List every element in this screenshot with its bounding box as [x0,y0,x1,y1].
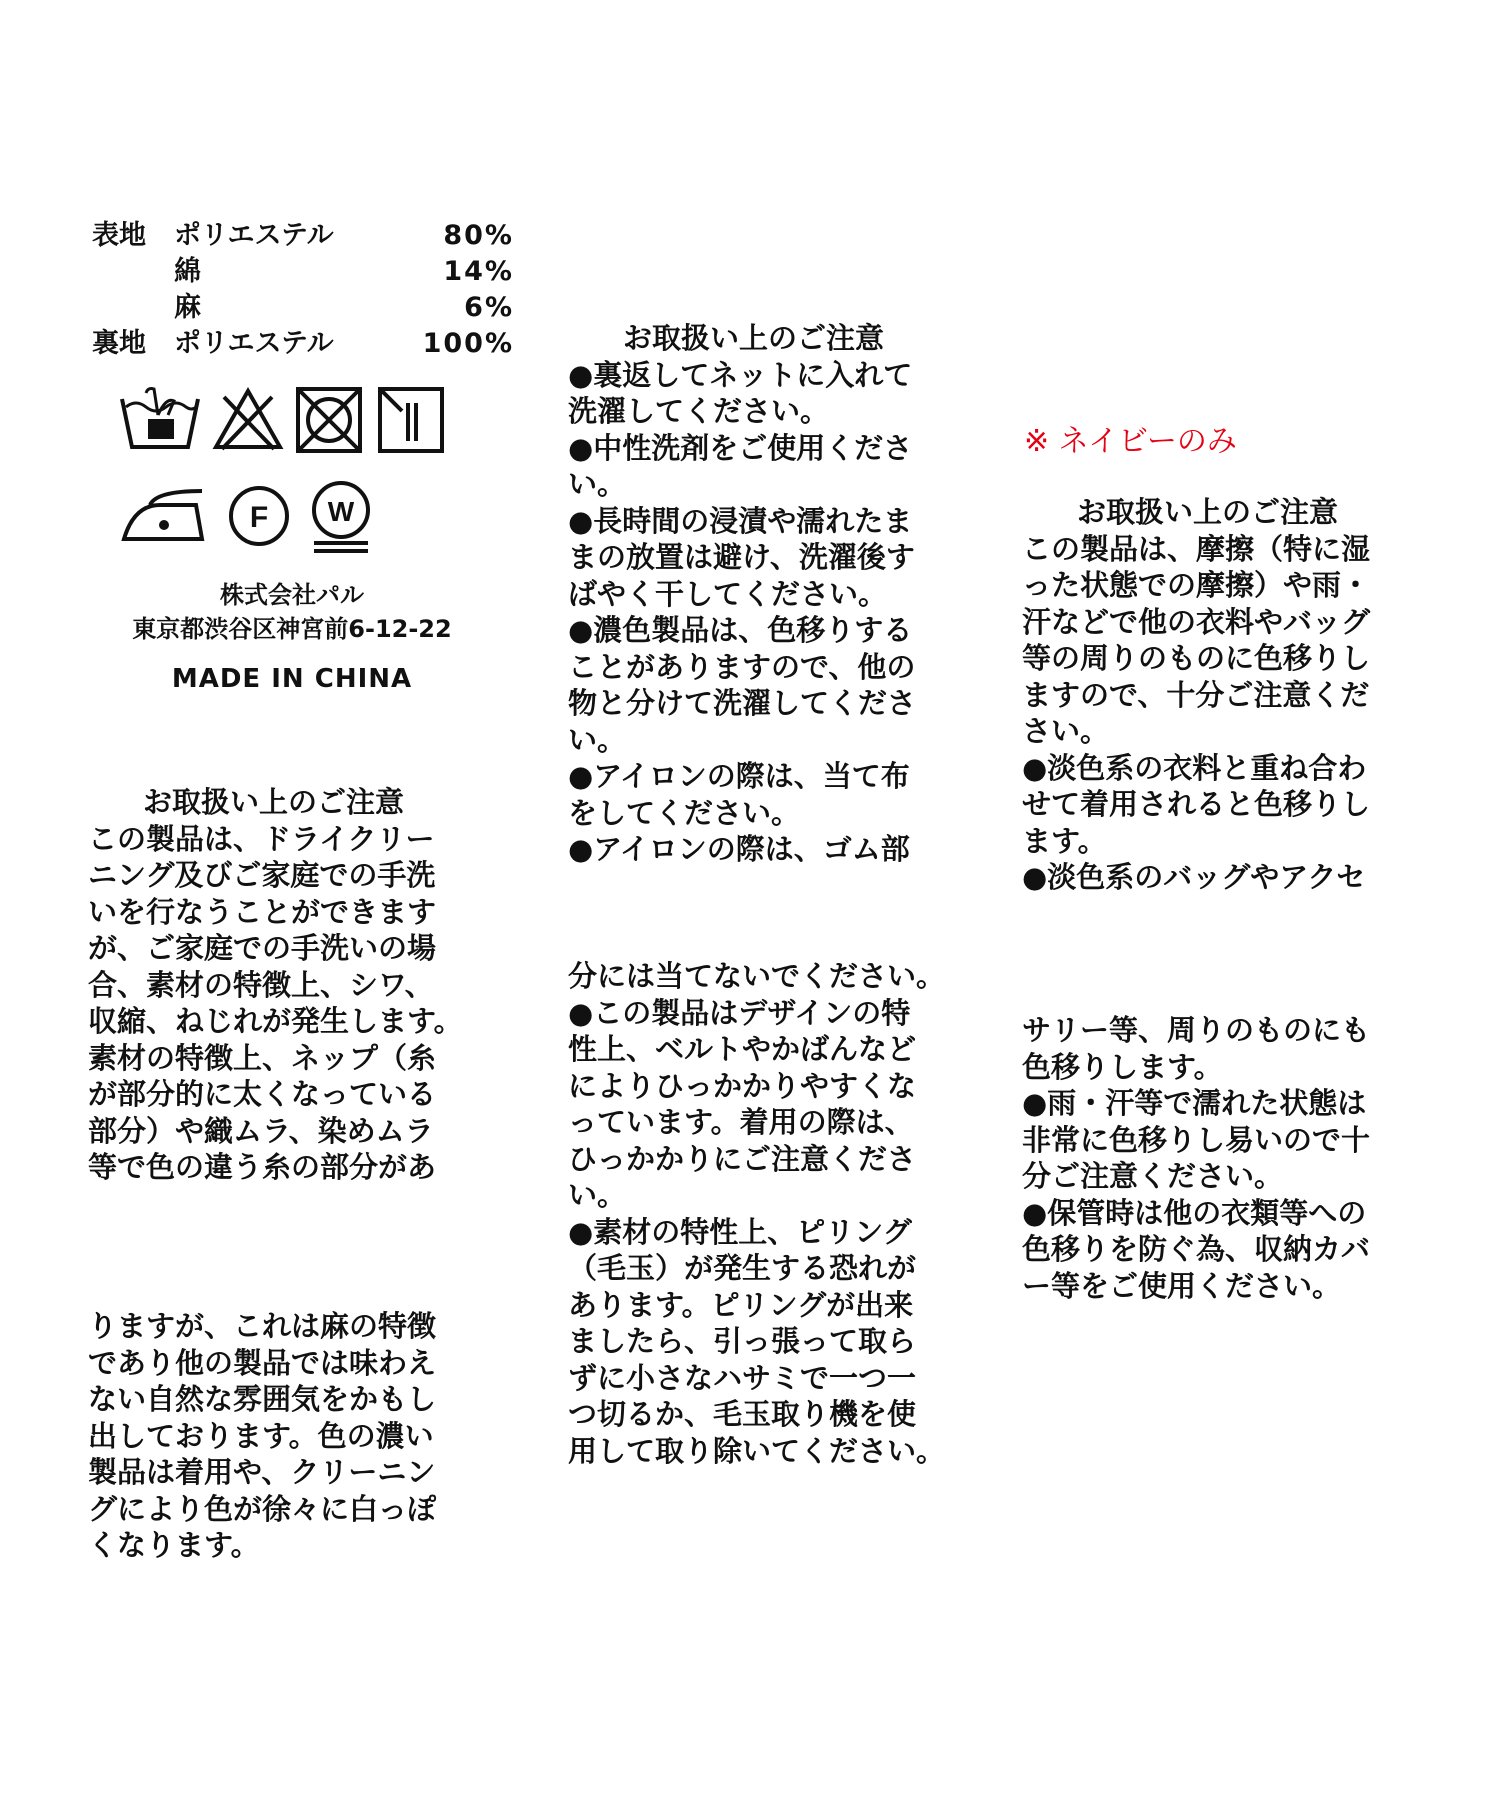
notice-line: ●雨・汗等で濡れた状態は [1022,1086,1367,1120]
care-symbols [118,385,458,555]
no-bleach-icon [212,385,284,455]
notice-line: さい。 [1022,714,1110,748]
hand-wash-30-icon [118,385,202,455]
notice-line: この製品は、ドライクリー [88,821,435,856]
notice-line: いを行なうことができます [88,894,437,929]
fiber-percent: 80% [443,220,514,251]
fiber-percent: 100% [422,328,514,359]
notice-line: ●淡色系のバッグやアクセ [1022,860,1366,894]
notice-line: ●アイロンの際は、当て布 [568,759,910,793]
fiber-percent: 14% [443,256,514,287]
notice-line: ー等をご使用ください。 [1022,1268,1342,1303]
notice-line: ひっかかりにご注意くださ [568,1141,917,1176]
notice-line: であり他の製品では味わえ [88,1345,437,1380]
notice-line: ●裏返してネットに入れて [568,357,913,392]
iron-low-icon [120,485,208,547]
notice-line: 用して取り除いてください。 [568,1433,946,1468]
fiber-material: 麻 [174,292,201,323]
fiber-percent: 6% [464,292,514,323]
fiber-row [92,326,514,362]
notice-line: ましたら、引っ張って取ら [568,1324,917,1358]
notice-line: 等の周りのものに色移りし [1022,641,1371,675]
notice-line: ●素材の特性上、ピリング [568,1214,912,1249]
care-notice-title: お取扱い上のご注意 [1077,495,1339,529]
navy-only-note: ※ ネイビーのみ [1024,424,1237,459]
notice-line: 製品は着用や、クリーニン [88,1455,436,1489]
notice-line: せて着用されると色移りし [1022,787,1371,821]
care-notice-3 [1022,494,1370,896]
notice-line: 収縮、ねじれが発生します。 [88,1004,463,1038]
notice-line: い。 [568,722,627,757]
notice-line: ニング及びご家庭での手洗 [88,858,436,892]
notice-line: い。 [568,467,627,501]
fiber-row [92,218,514,254]
fiber-composition-table [92,218,514,362]
svg-text:W: W [327,496,355,527]
notice-line: ●長時間の浸漬や濡れたま [568,503,913,538]
care-notice-1 [88,784,463,1186]
fiber-part: 表地 [92,220,146,251]
notice-line: 分ご注意ください。 [1022,1159,1284,1193]
notice-line: 物と分けて洗濯してくださ [568,686,917,720]
notice-line: が、ご家庭での手洗いの場 [88,931,437,965]
dry-clean-f-icon [226,483,292,549]
notice-line: この製品は、摩擦（特に湿 [1022,531,1371,566]
company-info [92,578,492,646]
notice-line: 汗などで他の衣料やバッグ [1022,604,1371,639]
care-notice-3-continued [1022,1012,1370,1304]
notice-line: くなります。 [88,1528,260,1562]
care-notice-1-continued [88,1308,436,1564]
fiber-material: 綿 [174,256,201,287]
notice-line: が部分的に太くなっている [88,1077,437,1111]
notice-line: ●保管時は他の衣類等への [1022,1195,1367,1230]
company-address: 東京都渋谷区神宮前6-12-22 [132,615,452,643]
notice-line: 性上、ベルトやかばんなど [568,1032,917,1066]
notice-line: 分には当てないでください。 [568,959,946,993]
notice-line: ●中性洗剤をご使用くださ [568,430,913,465]
notice-line: ●この製品はデザインの特 [568,995,911,1030]
fiber-part [92,290,174,326]
fiber-part [92,254,174,290]
notice-line: 色移りします。 [1022,1049,1223,1084]
notice-line: 素材の特徴上、ネップ（糸 [88,1040,437,1075]
no-tumble-dry-icon [294,385,364,455]
fiber-part: 裏地 [92,328,146,359]
line-dry-shade-icon [376,385,446,455]
notice-line: 非常に色移りし易いので十 [1022,1122,1371,1157]
notice-line: ます。 [1022,823,1107,858]
notice-line: 色移りを防ぐ為、収納カバ [1022,1232,1371,1266]
notice-line: をしてください。 [568,795,801,830]
notice-line: 出しております。色の濃い [88,1418,434,1453]
notice-line: ●アイロンの際は、ゴム部 [568,832,910,866]
notice-line: っています。着用の際は、 [568,1105,914,1139]
company-name: 株式会社パル [220,581,364,609]
fiber-row [92,290,514,326]
notice-line: サリー等、周りのものにも [1022,1013,1371,1047]
notice-line: あります。ピリングが出来 [568,1287,914,1322]
notice-line: った状態での摩擦）や雨・ [1022,568,1371,602]
notice-line: ない自然な雰囲気をかもし [88,1382,437,1416]
notice-line: （毛玉）が発生する恐れが [568,1251,917,1285]
notice-line: つ切るか、毛玉取り機を使 [568,1397,917,1431]
notice-line: グにより色が徐々に白っぽ [88,1491,437,1526]
notice-line: ことがありますので、他の [568,649,916,684]
care-notice-title: お取扱い上のご注意 [623,321,885,355]
notice-line: ずに小さなハサミで一つ一 [568,1360,917,1395]
care-notice-2-continued [568,958,945,1469]
fiber-material: ポリエステル [174,328,334,359]
notice-line: によりひっかかりやすくな [568,1068,917,1103]
country-of-origin: MADE IN CHINA [171,664,413,694]
notice-line: い。 [568,1178,627,1212]
notice-line: ●濃色製品は、色移りする [568,613,913,647]
care-notice-2 [568,320,916,868]
notice-line: りますが、これは麻の特徴 [88,1309,437,1343]
notice-line: ●淡色系の衣料と重ね合わ [1022,750,1367,785]
notice-line: まの放置は避け、洗濯後す [568,540,915,574]
care-notice-title: お取扱い上のご注意 [143,785,405,819]
notice-line: ますので、十分ご注意くだ [1022,677,1370,712]
notice-line: 合、素材の特徴上、シワ、 [88,967,434,1002]
notice-line: 等で色の違う糸の部分があ [88,1150,437,1184]
notice-line: 部分）や織ムラ、染めムラ [88,1113,434,1148]
svg-text:F: F [249,501,269,534]
wet-clean-gentle-icon [306,479,376,555]
notice-line: 洗濯してください。 [568,394,830,428]
notice-line: ばやく干してください。 [568,576,888,611]
fiber-row [92,254,514,290]
fiber-material: ポリエステル [174,220,334,251]
